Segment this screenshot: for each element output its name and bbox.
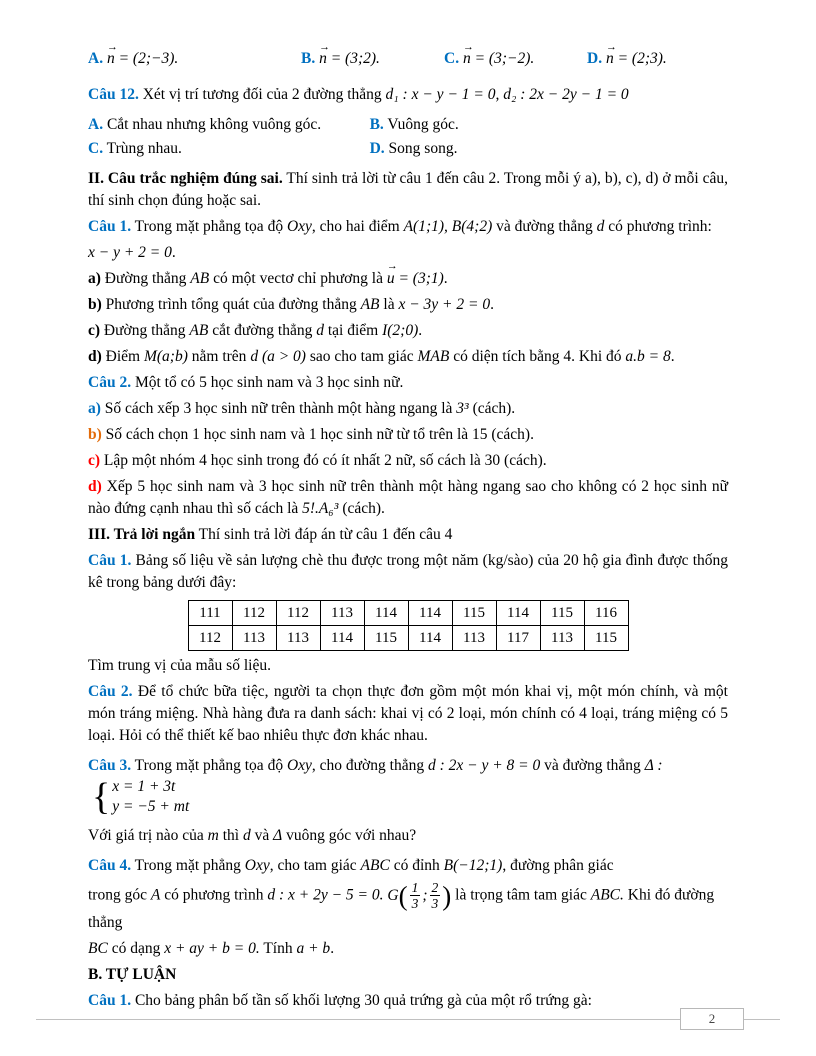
option-c-label: C.	[444, 50, 460, 67]
math-run: = (3;1)	[394, 270, 444, 287]
text-run: Bảng số liệu về sản lượng chè thu được trong một năm (kg/sào) của 20 hộ gia đình được thống kê trong bảng dưới đây:	[88, 552, 728, 591]
document-content	[88, 50, 728, 1016]
s2-question-2-label: Câu 2.	[88, 374, 132, 391]
text-run: và	[250, 827, 274, 845]
question-12	[88, 84, 728, 106]
q12-options-row-1	[88, 116, 728, 134]
option-d-label: D.	[587, 50, 603, 67]
s2q1-item-d	[88, 346, 728, 368]
equation-system	[92, 777, 189, 817]
text-run: Xếp 5 học sinh nam và 3 học sinh nữ trên thành một hàng ngang sao cho không có 2 học sinh nữ nào đứng cạnh nhau thì số cách là	[88, 478, 728, 517]
q12-option-b	[370, 116, 728, 134]
table-cell: 114	[408, 626, 452, 651]
math-run: m	[207, 827, 219, 845]
page-footer	[36, 1008, 780, 1030]
math-run: = (3;−2).	[470, 50, 535, 67]
text-run: Thí sinh trả lời đáp án từ câu 1 đến câu 4	[195, 526, 453, 543]
text-run: .	[490, 296, 494, 313]
text-run: có phương trình:	[604, 218, 712, 235]
text-run: Trong mặt phẳng tọa độ	[131, 757, 287, 774]
section-3-heading	[88, 524, 728, 546]
math-run: a.b = 8	[625, 348, 671, 365]
text-run: .	[171, 244, 176, 261]
text-run: Phương trình tổng quát của đường thẳng	[101, 296, 361, 313]
s2q1-item-b	[88, 294, 728, 316]
q12-option-c-label: C.	[88, 140, 104, 157]
math-run: d	[596, 218, 605, 235]
option-a	[88, 50, 301, 68]
text-run: Số cách xếp 3 học sinh nữ trên thành một hàng ngang là	[100, 400, 457, 417]
fraction-numerator: 1	[411, 880, 419, 896]
s2-question-2	[88, 372, 728, 394]
math-run: d : 2x − y + 8 = 0	[427, 757, 541, 774]
math-run: ABC.	[590, 887, 624, 905]
math-run	[606, 50, 667, 67]
s2-question-1-label: Câu 1.	[88, 218, 132, 235]
text-run: .	[330, 939, 335, 957]
text-run: , đường phân giác	[502, 857, 614, 875]
item-c-label: c)	[88, 322, 101, 339]
s2-question-1	[88, 216, 728, 238]
s2q2-item-c	[88, 450, 728, 472]
section-b-heading	[88, 964, 728, 986]
fraction-numerator: 2	[431, 880, 439, 896]
text-run: .	[418, 322, 423, 339]
math-run: = (3;2).	[326, 50, 380, 67]
math-run	[463, 50, 534, 67]
s3q3-after	[88, 825, 728, 847]
table-cell: 112	[188, 626, 232, 651]
math-run: G	[387, 887, 399, 905]
text-run: Điểm	[101, 348, 144, 365]
text-run: có dạng	[107, 939, 165, 957]
table-cell: 114	[320, 626, 364, 651]
option-b-label: B.	[301, 50, 316, 67]
math-run: Oxy	[286, 757, 312, 774]
s2q2-item-b	[88, 424, 728, 446]
q12-option-a-label: A.	[88, 116, 104, 133]
table-cell: 114	[496, 601, 540, 626]
page-number: 2	[708, 1011, 716, 1026]
item-a-label: a)	[88, 400, 101, 417]
math-run	[107, 50, 178, 67]
s2q2-item-d	[88, 476, 728, 520]
math-run	[319, 50, 380, 67]
text-run: thì	[218, 827, 243, 845]
math-run: 3³	[456, 400, 469, 417]
text-run: Với giá trị nào của	[88, 827, 208, 845]
text-run: (cách).	[468, 400, 516, 417]
option-c	[444, 50, 587, 68]
table-cell: 113	[232, 626, 276, 651]
item-b-label: b)	[88, 426, 102, 443]
text-run: và đường thẳng	[540, 757, 645, 774]
math-run: d	[243, 827, 251, 845]
s3-question-1	[88, 550, 728, 594]
s3-question-3	[88, 755, 728, 817]
section-2-heading	[88, 168, 728, 212]
table-cell: 115	[584, 626, 628, 651]
math-run: Oxy	[244, 857, 270, 875]
text-run: Tính	[259, 939, 297, 957]
table-cell: 111	[188, 601, 232, 626]
table-row	[188, 601, 628, 626]
item-b-label: b)	[88, 296, 102, 313]
sb-question-1-label: Câu 1.	[88, 991, 132, 1009]
s3-question-4-line3	[88, 938, 728, 960]
text-run: Một tổ có 5 học sinh nam và 3 học sinh nữ.	[131, 374, 404, 391]
table-cell: 115	[540, 601, 584, 626]
math-run: AB	[360, 296, 380, 313]
s3-question-4-line2	[88, 881, 728, 933]
item-d-label: d)	[88, 478, 102, 495]
text-run: có phương trình	[160, 887, 268, 905]
s3-question-4-line1	[88, 855, 728, 877]
s3-question-1-label: Câu 1.	[88, 552, 132, 569]
math-run: AB	[189, 322, 209, 339]
footer-rule-short	[744, 1019, 780, 1020]
s3-question-3-label: Câu 3.	[88, 757, 132, 774]
text-run: Thí sinh trả lời từ câu 1 đến câu 2. Trong mỗi ý a), b), c), d) ở mỗi câu, thí sinh chọn đúng hoặc sai.	[88, 170, 728, 209]
item-c-label: c)	[88, 452, 101, 469]
math-run: = (2;−3).	[114, 50, 179, 67]
text-run: vuông góc với nhau?	[282, 827, 417, 845]
s3-question-2-label: Câu 2.	[88, 683, 133, 700]
math-run: = (2;3).	[613, 50, 667, 67]
system-lines	[112, 777, 189, 817]
text-run: là trọng tâm tam giác	[451, 887, 591, 905]
close-paren-glyph: )	[442, 880, 452, 911]
math-run: d : x + 2y − 5 = 0.	[267, 887, 384, 905]
q12-option-d	[370, 140, 728, 158]
math-run: x − 3y + 2 = 0	[398, 296, 491, 313]
text-run: Tìm trung vị của mẫu số liệu.	[88, 657, 271, 674]
fraction-denominator: 3	[431, 896, 439, 912]
text-run: cắt đường thẳng	[208, 322, 317, 339]
table-cell: 113	[452, 626, 496, 651]
s3-question-2	[88, 681, 728, 747]
fraction-2	[430, 881, 441, 911]
table-cell: 115	[364, 626, 408, 651]
text-run: Đường thẳng	[100, 270, 191, 287]
data-table	[188, 600, 629, 651]
text-run: trong góc	[88, 887, 151, 905]
option-a-label: A.	[88, 50, 104, 67]
math-run: BC	[88, 939, 108, 957]
math-run: MAB	[417, 348, 450, 365]
vector-u: u →	[387, 268, 395, 290]
table-cell: 113	[276, 626, 320, 651]
system-line-2: y = −5 + mt	[112, 798, 190, 816]
footer-rule	[36, 1019, 680, 1020]
vector-n: n →	[319, 50, 327, 68]
left-brace-glyph: {	[92, 776, 111, 819]
text-run: Cắt nhau nhưng không vuông góc.	[103, 116, 322, 133]
math-run: a + b	[296, 939, 331, 957]
table-cell: 112	[232, 601, 276, 626]
q12-option-d-label: D.	[369, 140, 385, 157]
table-cell: 114	[408, 601, 452, 626]
text-run: Lập một nhóm 4 học sinh trong đó có ít nhất 2 nữ, số cách là 30 (cách).	[100, 452, 547, 469]
math-run: d	[316, 322, 324, 339]
math-run: B(−12;1)	[443, 857, 503, 875]
fraction-1	[410, 881, 421, 911]
text-run: Khi đó đường thẳng	[88, 887, 715, 931]
text-run: Trùng nhau.	[103, 140, 182, 157]
text-run: Trong mặt phẳng tọa độ	[131, 218, 287, 235]
s2-question-1-equation	[88, 242, 728, 264]
system-line-1: x = 1 + 3t	[112, 778, 176, 795]
text-run: , cho đường thẳng	[311, 757, 428, 774]
math-run: Δ	[273, 827, 283, 845]
text-run: sao cho tam giác	[305, 348, 418, 365]
q12-option-a	[88, 116, 370, 134]
text-run: , cho tam giác	[269, 857, 361, 875]
vector-n: n →	[606, 50, 614, 68]
math-run: 5!.A₆³	[302, 500, 339, 517]
math-run	[387, 270, 444, 287]
fraction-denominator: 3	[411, 896, 419, 912]
table-row	[188, 626, 628, 651]
fraction-separator: ;	[422, 887, 428, 905]
text-run: Vuông góc.	[383, 116, 459, 133]
text-run: và đường thẳng	[492, 218, 597, 235]
math-run: Δ :	[644, 757, 663, 774]
text-run: có một vectơ chỉ phương là	[209, 270, 387, 287]
math-run: x + ay + b = 0.	[164, 939, 260, 957]
text-run: có đỉnh	[389, 857, 444, 875]
text-run: Xét vị trí tương đối của 2 đường thẳng	[138, 86, 386, 103]
section-3-heading-bold: III. Trả lời ngắn	[88, 526, 196, 543]
text-run: Cho bảng phân bố tần số khối lượng 30 quả trứng gà của một rổ trứng gà:	[131, 991, 592, 1009]
table-cell: 113	[540, 626, 584, 651]
math-run: AB	[190, 270, 210, 287]
math-run: I(2;0)	[382, 322, 419, 339]
text-run: nằm trên	[187, 348, 251, 365]
math-run: d (a > 0)	[250, 348, 306, 365]
centroid-fraction	[387, 881, 451, 911]
vector-n: n →	[463, 50, 471, 68]
section-2-heading-bold: II. Câu trắc nghiệm đúng sai.	[88, 170, 283, 187]
table-cell: 115	[452, 601, 496, 626]
text-run: , cho hai điểm	[311, 218, 404, 235]
question-12-label: Câu 12.	[88, 86, 139, 103]
open-paren-glyph: (	[398, 880, 408, 911]
s3q1-after	[88, 655, 728, 677]
table-cell: 117	[496, 626, 540, 651]
table-cell: 112	[276, 601, 320, 626]
q12-option-b-label: B.	[369, 116, 384, 133]
text-run: .	[670, 348, 675, 365]
s2q2-item-a	[88, 398, 728, 420]
math-run: A	[150, 887, 161, 905]
answer-options-row	[88, 50, 728, 68]
text-run: Trong mặt phẳng	[131, 857, 245, 875]
table-cell: 113	[320, 601, 364, 626]
text-run: Đường thẳng	[100, 322, 190, 339]
text-run: Để tổ chức bữa tiệc, người ta chọn thực đơn gồm một món khai vị, một món chính, và một món tráng miệng. Nhà hàng đưa ra danh sách: khai vị có 2 loại, món chính có 4 loại, tráng miệng có 5 loại. Hỏi có thể thiết kế bao nhiêu thực đơn khác nhau.	[88, 683, 728, 744]
section-b-heading-text: B. TỰ LUẬN	[88, 965, 177, 983]
table-cell: 114	[364, 601, 408, 626]
s3-question-4-label: Câu 4.	[88, 857, 132, 875]
item-a-label: a)	[88, 270, 101, 287]
item-d-label: d)	[88, 348, 102, 365]
math-run: ABC	[360, 857, 390, 875]
s2q1-item-a	[88, 268, 728, 290]
table-cell: 116	[584, 601, 628, 626]
vector-n: n →	[107, 50, 115, 68]
math-run: M(a;b)	[143, 348, 188, 365]
math-run: Oxy	[286, 218, 312, 235]
text-run: có diện tích bằng 4. Khi đó	[449, 348, 626, 365]
math-run: x − y + 2 = 0	[88, 244, 172, 261]
text-run: là	[379, 296, 399, 313]
s2q1-item-c	[88, 320, 728, 342]
option-d	[587, 50, 728, 68]
option-b	[301, 50, 444, 68]
text-run: (cách).	[338, 500, 385, 517]
text-run: Số cách chọn 1 học sinh nam và 1 học sinh nữ từ tổ trên là 15 (cách).	[101, 426, 534, 443]
text-run: Song song.	[384, 140, 458, 157]
math-run: A(1;1), B(4;2)	[403, 218, 493, 235]
q12-options-row-2	[88, 140, 728, 158]
text-run: .	[443, 270, 448, 287]
page-number-box	[680, 1008, 744, 1030]
math-run: d₁ : x − y − 1 = 0, d₂ : 2x − 2y − 1 = 0	[385, 86, 629, 103]
text-run: tại điểm	[323, 322, 383, 339]
q12-option-c	[88, 140, 370, 158]
